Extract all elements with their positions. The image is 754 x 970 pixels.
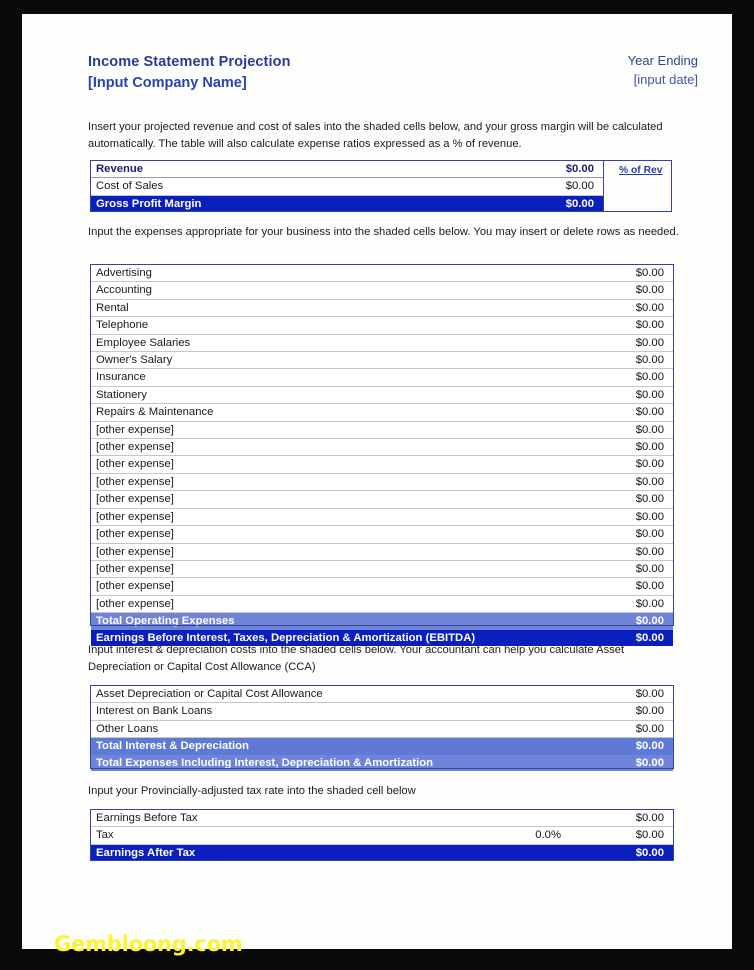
row-label: Advertising <box>91 265 566 282</box>
row-label: Insurance <box>91 369 566 386</box>
row-label: Earnings Before Interest, Taxes, Depreciation & Amortization (EBITDA) <box>91 630 566 646</box>
expense-table <box>91 265 673 646</box>
row-amount[interactable]: $0.00 <box>566 491 673 508</box>
row-label: [other expense] <box>91 543 566 560</box>
row-amount[interactable]: $0.00 <box>566 508 673 525</box>
row-label: Earnings After Tax <box>91 844 461 861</box>
row-label: [other expense] <box>91 595 566 612</box>
row-amount[interactable]: $0.00 <box>566 560 673 577</box>
row-amount[interactable]: $0.00 <box>566 810 673 827</box>
row-label: [other expense] <box>91 526 566 543</box>
row-label: Asset Depreciation or Capital Cost Allowance <box>91 686 566 703</box>
row-amount[interactable]: $0.00 <box>566 738 673 755</box>
table-row[interactable] <box>91 456 673 473</box>
table-row[interactable] <box>91 386 673 403</box>
row-amount[interactable]: $0.00 <box>566 299 673 316</box>
row-label: Tax <box>91 827 461 844</box>
row-amount[interactable]: $0.00 <box>496 161 603 178</box>
row-label: [other expense] <box>91 578 566 595</box>
document-header <box>88 52 698 94</box>
table-row[interactable] <box>91 720 673 737</box>
table-row[interactable] <box>91 265 673 282</box>
row-label: Revenue <box>91 161 496 178</box>
year-ending-block <box>628 52 698 90</box>
row-amount[interactable]: $0.00 <box>566 578 673 595</box>
table-row[interactable] <box>91 161 603 178</box>
row-label: Cost of Sales <box>91 178 496 195</box>
table-row[interactable] <box>91 439 673 456</box>
table-row[interactable] <box>91 421 673 438</box>
table-row[interactable] <box>91 178 603 195</box>
row-amount[interactable]: $0.00 <box>566 386 673 403</box>
table-row[interactable] <box>91 827 673 844</box>
row-label: [other expense] <box>91 421 566 438</box>
tax-table <box>91 810 673 861</box>
row-label: [other expense] <box>91 560 566 577</box>
revenue-table <box>91 161 603 212</box>
row-label: Total Expenses Including Interest, Depreciation & Amortization <box>91 755 566 771</box>
table-row[interactable] <box>91 755 673 771</box>
row-amount[interactable]: $0.00 <box>566 352 673 369</box>
table-row[interactable] <box>91 844 673 861</box>
table-row[interactable] <box>91 526 673 543</box>
table-row[interactable] <box>91 282 673 299</box>
page-title: Income Statement Projection <box>88 54 291 70</box>
row-amount[interactable]: $0.00 <box>566 686 673 703</box>
row-amount[interactable]: $0.00 <box>566 630 673 646</box>
row-label: Repairs & Maintenance <box>91 404 566 421</box>
row-amount[interactable]: $0.00 <box>566 317 673 334</box>
row-label: [other expense] <box>91 491 566 508</box>
row-amount[interactable]: $0.00 <box>566 526 673 543</box>
instruction-tax: Input your Provincially-adjusted tax rate into the shaded cell below <box>88 785 416 797</box>
row-amount[interactable]: $0.00 <box>566 456 673 473</box>
table-row[interactable] <box>91 299 673 316</box>
row-percent[interactable] <box>461 810 566 827</box>
row-amount[interactable]: $0.00 <box>566 404 673 421</box>
row-label: [other expense] <box>91 456 566 473</box>
row-amount[interactable]: $0.00 <box>566 265 673 282</box>
row-percent[interactable]: 0.0% <box>461 827 566 844</box>
table-row[interactable] <box>91 543 673 560</box>
row-label: Owner's Salary <box>91 352 566 369</box>
row-label: Rental <box>91 299 566 316</box>
year-ending-label: Year Ending <box>627 53 698 68</box>
row-label: Telephone <box>91 317 566 334</box>
table-row[interactable] <box>91 703 673 720</box>
row-label: Earnings Before Tax <box>91 810 461 827</box>
table-row[interactable] <box>91 195 603 212</box>
row-label: Total Operating Expenses <box>91 613 566 630</box>
table-row[interactable] <box>91 578 673 595</box>
interest-table <box>91 686 673 771</box>
row-label: Total Interest & Depreciation <box>91 738 566 755</box>
row-amount[interactable]: $0.00 <box>566 369 673 386</box>
row-amount[interactable]: $0.00 <box>496 195 603 212</box>
input-date-placeholder[interactable]: [input date] <box>633 71 698 87</box>
row-label: Accounting <box>91 282 566 299</box>
row-label: Gross Profit Margin <box>91 195 496 212</box>
row-amount[interactable]: $0.00 <box>566 595 673 612</box>
row-label: Stationery <box>91 386 566 403</box>
row-label: [other expense] <box>91 508 566 525</box>
row-label: [other expense] <box>91 439 566 456</box>
table-row[interactable] <box>91 595 673 612</box>
row-amount[interactable]: $0.00 <box>566 844 673 861</box>
title-block <box>88 52 291 94</box>
table-row[interactable] <box>91 508 673 525</box>
row-percent[interactable] <box>461 844 566 861</box>
row-amount[interactable]: $0.00 <box>566 720 673 737</box>
instruction-expenses: Input the expenses appropriate for your business into the shaded cells below. You may insert or delete rows as needed. <box>88 226 679 238</box>
row-label: Employee Salaries <box>91 334 566 351</box>
row-label: Interest on Bank Loans <box>91 703 566 720</box>
table-row[interactable] <box>91 686 673 703</box>
table-row[interactable] <box>91 613 673 630</box>
row-amount[interactable]: $0.00 <box>566 473 673 490</box>
row-label: [other expense] <box>91 473 566 490</box>
table-row[interactable] <box>91 404 673 421</box>
table-row[interactable] <box>91 560 673 577</box>
table-row[interactable] <box>91 317 673 334</box>
row-amount[interactable]: $0.00 <box>566 827 673 844</box>
table-row[interactable] <box>91 369 673 386</box>
row-amount[interactable]: $0.00 <box>566 282 673 299</box>
row-label: Other Loans <box>91 720 566 737</box>
percent-of-revenue-label: % of Rev <box>619 165 663 176</box>
row-amount[interactable]: $0.00 <box>566 439 673 456</box>
table-row[interactable] <box>91 334 673 351</box>
instruction-revenue: Insert your projected revenue and cost of sales into the shaded cells below, and your gross margin will be calculated automatically. The table will also calculate expense ratios expressed as a % of revenue. <box>88 121 663 151</box>
row-amount[interactable]: $0.00 <box>566 421 673 438</box>
table-row[interactable] <box>91 491 673 508</box>
table-row[interactable] <box>91 473 673 490</box>
row-amount[interactable]: $0.00 <box>566 755 673 771</box>
instruction-interest: Input interest & depreciation costs into the shaded cells below. Your accountant can help you calculate Asset Depreciation or Capital Cost Allowance (CCA) <box>88 644 625 674</box>
table-row[interactable] <box>91 738 673 755</box>
row-amount[interactable]: $0.00 <box>566 703 673 720</box>
row-amount[interactable]: $0.00 <box>496 178 603 195</box>
company-name-placeholder[interactable]: [Input Company Name] <box>88 75 247 92</box>
site-watermark: Gembloong.com <box>54 932 243 956</box>
page-sheet <box>22 14 732 956</box>
row-amount[interactable]: $0.00 <box>566 613 673 630</box>
table-row[interactable] <box>91 810 673 827</box>
row-amount[interactable]: $0.00 <box>566 543 673 560</box>
row-amount[interactable]: $0.00 <box>566 334 673 351</box>
table-row[interactable] <box>91 352 673 369</box>
